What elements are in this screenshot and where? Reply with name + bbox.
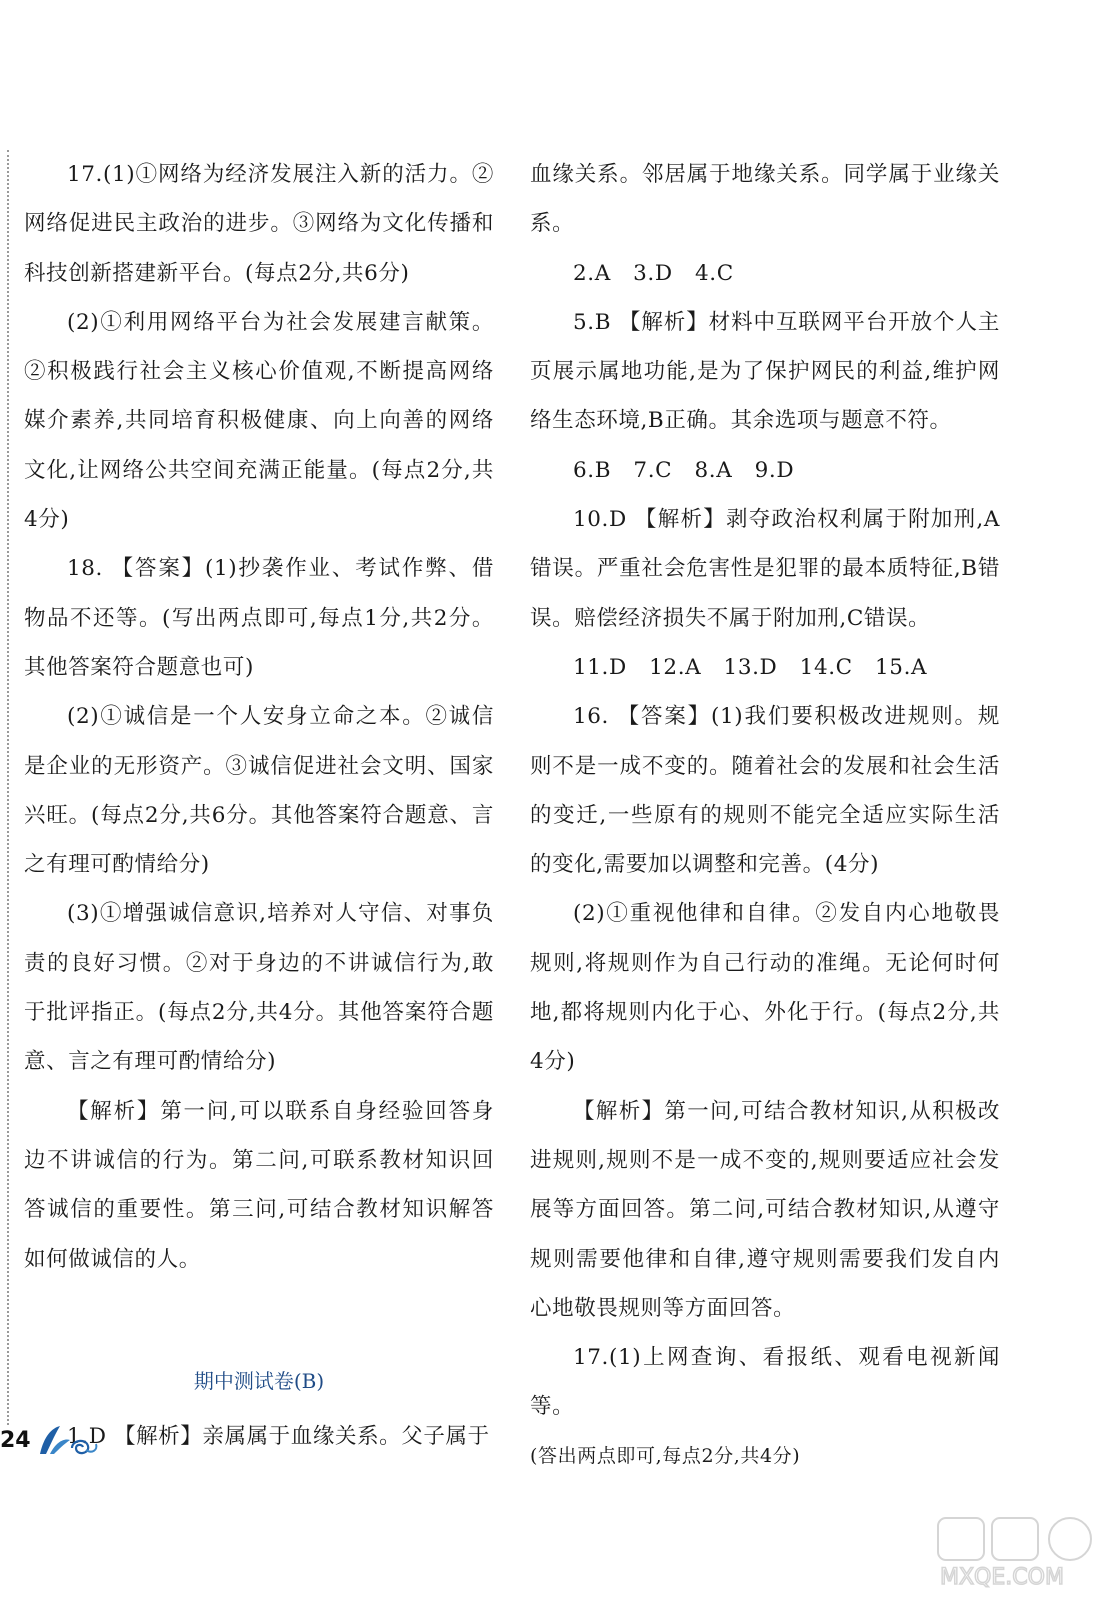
page-number: 24 (0, 1428, 31, 1453)
answer-paragraph: 18. 【答案】(1)抄袭作业、考试作弊、借物品不还等。(写出两点即可,每点1分,共2分。其他答案符合题意也可) (24, 556, 494, 680)
answer-paragraph: 1.D 【解析】亲属属于血缘关系。父子属于 (67, 1423, 490, 1449)
answer-paragraph: (2)①重视他律和自律。②发自内心地敬畏规则,将规则作为自己行动的准绳。无论何时何地,都将规则内化于心、外化于行。(每点2分,共4分) (530, 901, 1000, 1075)
ornament-icon (36, 1424, 100, 1458)
binding-dots (7, 150, 9, 1425)
watermark-text: MXQE.COM (940, 1565, 1064, 1590)
left-column (24, 150, 494, 1461)
answer-paragraph: 5.B 【解析】材料中互联网平台开放个人主页展示属地功能,是为了保护网民的利益,维护网络生态环境,B正确。其余选项与题意不符。 (530, 309, 1000, 434)
answer-paragraph: (2)①利用网络平台为社会发展建言献策。②积极践行社会主义核心价值观,不断提高网络媒介素养,共同培育积极健康、向上向善的网络文化,让网络公共空间充满正能量。(每点2分,共4分) (24, 309, 494, 533)
answer-list: 2.A 3.D 4.C (573, 260, 734, 286)
analysis-paragraph: 【解析】第一问,可结合教材知识,从积极改进规则,规则不是一成不变的,规则要适应社会发展等方面回答。第二问,可结合教材知识,从遵守规则需要他律和自律,遵守规则需要我们发自内心地敬畏规则等方面回答。 (530, 1098, 1000, 1321)
answer-list: 6.B 7.C 8.A 9.D (573, 457, 795, 483)
answer-paragraph: (2)①诚信是一个人安身立命之本。②诚信是企业的无形资产。③诚信促进社会文明、国家兴旺。(每点2分,共6分。其他答案符合题意、言之有理可酌情给分) (24, 704, 494, 878)
answer-paragraph: 血缘关系。邻居属于地缘关系。同学属于业缘关系。 (530, 162, 1000, 237)
answer-note: (答出两点即可,每点2分,共4分) (530, 1444, 801, 1467)
answer-list: 11.D 12.A 13.D 14.C 15.A (573, 654, 928, 680)
answer-paragraph: 16. 【答案】(1)我们要积极改进规则。规则不是一成不变的。随着社会的发展和社会生活的变迁,一些原有的规则不能完全适应实际生活的变化,需要加以调整和完善。(4分) (530, 704, 1000, 878)
answer-paragraph: 17.(1)上网查询、看报纸、观看电视新闻等。 (530, 1345, 1000, 1420)
watermark-logo (930, 1516, 1106, 1592)
answer-paragraph: 10.D 【解析】剥夺政治权利属于附加刑,A错误。严重社会危害性是犯罪的最本质特征,B错误。赔偿经济损失不属于附加刑,C错误。 (530, 507, 1000, 631)
answer-paragraph: 17.(1)①网络为经济发展注入新的活力。②网络促进民主政治的进步。③网络为文化传播和科技创新搭建新平台。(每点2分,共6分) (24, 162, 494, 286)
answer-paragraph: (3)①增强诚信意识,培养对人守信、对事负责的良好习惯。②对于身边的不讲诚信行为,敢于批评指正。(每点2分,共4分。其他答案符合题意、言之有理可酌情给分) (24, 901, 494, 1075)
analysis-paragraph: 【解析】第一问,可以联系自身经验回答身边不讲诚信的行为。第二问,可联系教材知识回答诚信的重要性。第三问,可结合教材知识解答如何做诚信的人。 (24, 1098, 494, 1272)
section-title: 期中测试卷(B) (193, 1368, 325, 1393)
right-column (530, 150, 1000, 1481)
